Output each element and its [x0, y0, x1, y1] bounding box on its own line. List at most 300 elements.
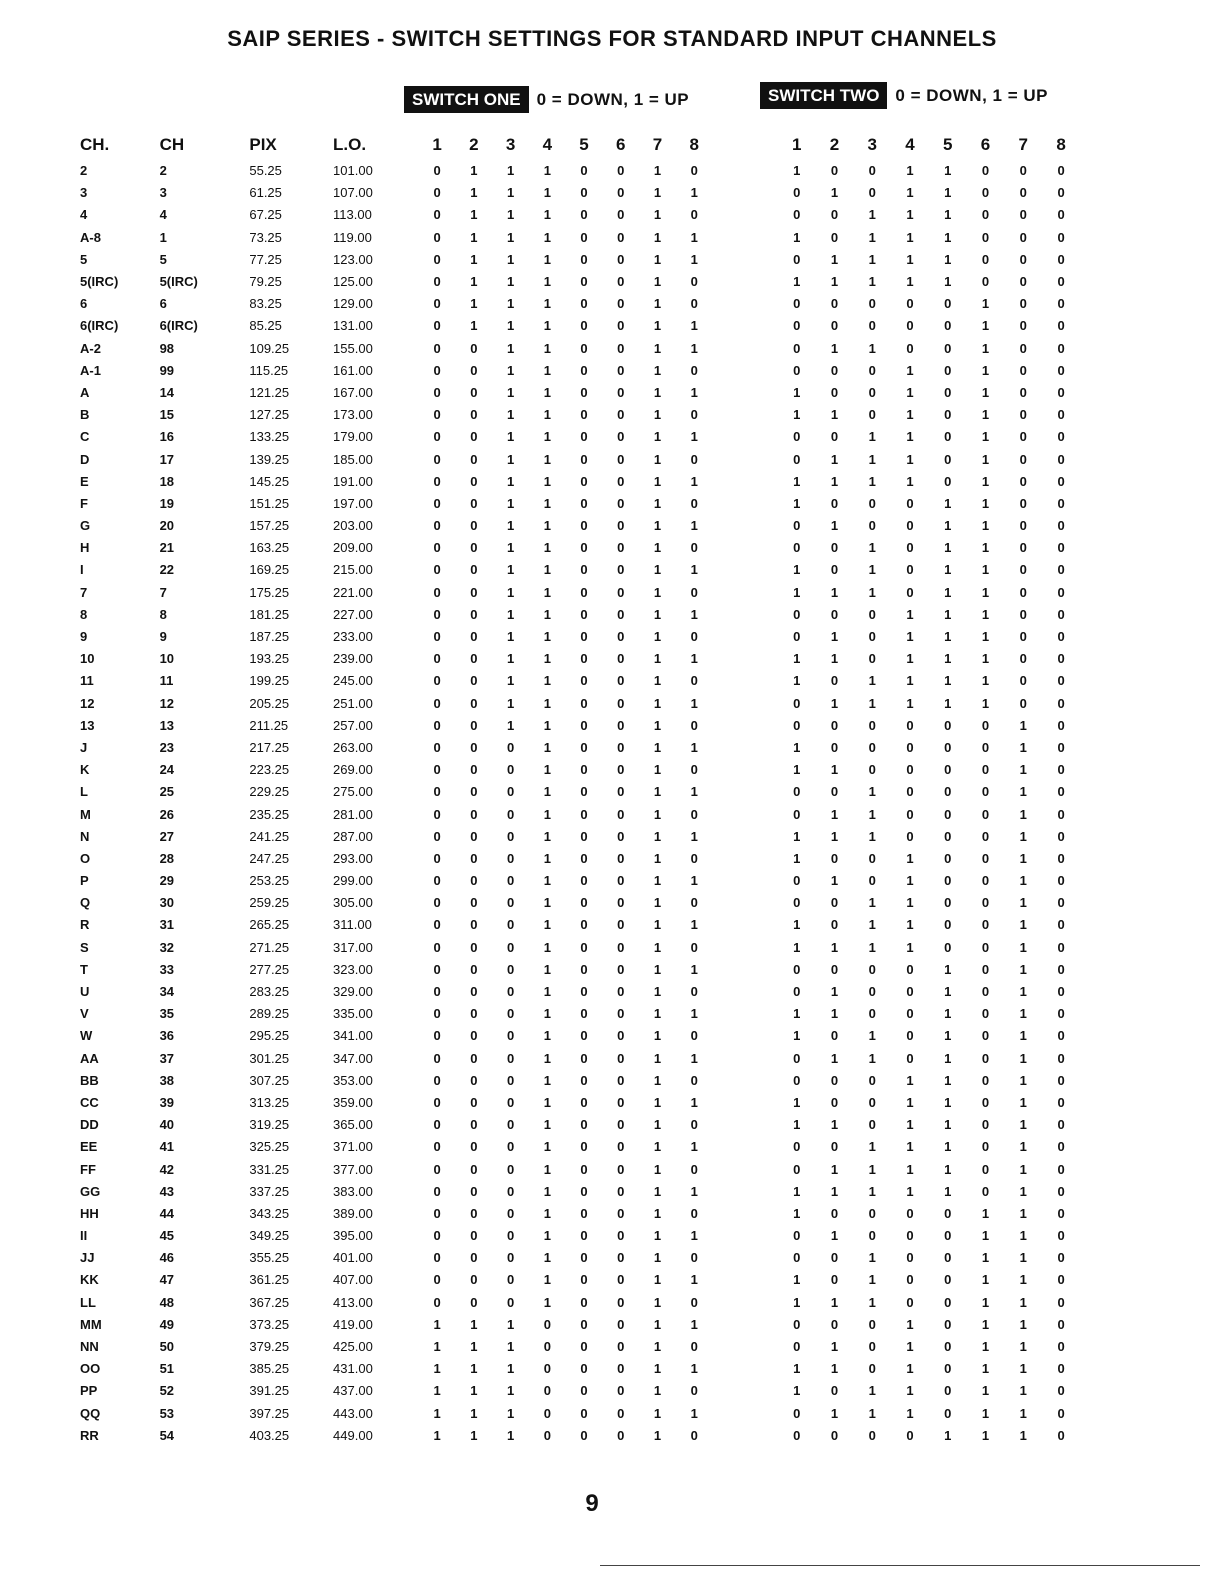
switch-one-bit: 0 [580, 1072, 588, 1088]
switch-one-bit: 0 [470, 451, 478, 467]
table-row [80, 382, 1080, 404]
column-gap [713, 315, 778, 337]
switch-two-bit: 1 [981, 1294, 990, 1310]
switch-one-bit: 0 [617, 873, 625, 889]
table-row [80, 981, 1080, 1003]
switch-one-bit: 0 [617, 274, 625, 290]
switch-two-bit: 0 [981, 185, 990, 201]
table-row [80, 870, 1080, 892]
switch-two-bit: 1 [1019, 1028, 1027, 1044]
channel-cell: II [80, 1228, 88, 1244]
switch-two-bit: 0 [830, 1139, 839, 1155]
cable-channel-cell: 51 [159, 1361, 175, 1377]
switch-two-bit: 1 [906, 1361, 914, 1377]
switch-two-bit: 0 [1057, 384, 1065, 400]
switch-one-bit: 0 [617, 207, 625, 223]
switch-two-bit: 1 [944, 163, 952, 179]
lo-cell: 317.00 [333, 939, 373, 955]
switch-two-bit: 0 [793, 806, 801, 822]
switch-two-bit: 1 [793, 229, 801, 245]
column-gap [713, 404, 778, 426]
switch-two-bit: 0 [793, 340, 801, 356]
switch-two-bit: 0 [1019, 606, 1027, 622]
switch-one-bit: 1 [506, 318, 515, 334]
table-row [80, 426, 1080, 448]
switch-two-bit: 0 [944, 407, 952, 423]
pix-cell: 277.25 [249, 961, 290, 977]
switch-two-bit: 0 [1057, 1139, 1065, 1155]
column-gap [713, 670, 778, 692]
switch-one-bit: 1 [506, 1361, 515, 1377]
switch-two-bit: 1 [944, 1427, 952, 1443]
switch-one-bit: 0 [470, 606, 478, 622]
switch-two-bit: 0 [906, 1205, 914, 1221]
switch-two-bit: 0 [868, 1117, 876, 1133]
switch-two-bit: 1 [868, 1161, 876, 1177]
column-gap [713, 1358, 778, 1380]
switch-one-bit: 0 [617, 251, 625, 267]
switch-two-bit: 0 [1057, 1316, 1065, 1332]
switch-two-bit: 0 [906, 1427, 914, 1443]
switch-two-bit: 1 [830, 185, 839, 201]
pix-cell: 181.25 [249, 606, 290, 622]
table-row [80, 537, 1080, 559]
pix-cell: 367.25 [249, 1294, 290, 1310]
lo-cell: 329.00 [333, 984, 373, 1000]
switch-one-bit: 1 [543, 1250, 551, 1266]
switch-one-bit: 0 [506, 1272, 515, 1288]
switch-one-bit: 1 [690, 1094, 698, 1110]
switch-one-bit: 0 [433, 584, 441, 600]
switch-one-bit: 0 [506, 984, 515, 1000]
switch-one-bit: 0 [690, 274, 698, 290]
switch-two-bit: 1 [944, 1183, 952, 1199]
switch-two-bit: 1 [906, 1094, 914, 1110]
switch-one-bit: 1 [690, 1228, 698, 1244]
switch-two-bit: 0 [906, 806, 914, 822]
switch-one-bit: 0 [580, 362, 588, 378]
switch-two-bit: 0 [944, 828, 952, 844]
channel-cell: NN [80, 1339, 99, 1355]
switch-one-bit: 0 [690, 1383, 698, 1399]
switch-one-bit: 0 [433, 229, 441, 245]
switch-two-bit: 1 [868, 229, 876, 245]
column-gap [713, 981, 778, 1003]
cable-channel-cell: 17 [159, 451, 175, 467]
pix-cell: 337.25 [249, 1183, 290, 1199]
pix-cell: 163.25 [249, 540, 290, 556]
switch-two-bit: 0 [793, 984, 801, 1000]
lo-cell: 389.00 [333, 1205, 373, 1221]
switch-one-bit: 0 [506, 1139, 515, 1155]
switch-two-bit: 0 [1057, 429, 1065, 445]
switch-two-bit: 1 [1019, 917, 1027, 933]
table-row [80, 781, 1080, 803]
channel-cell: 2 [80, 163, 88, 179]
switch-one-bit: 0 [617, 451, 625, 467]
switch-one-bit: 0 [580, 495, 588, 511]
switch-two-bit: 0 [1019, 429, 1027, 445]
switch-one-bit: 0 [690, 1339, 698, 1355]
column-gap [713, 293, 778, 315]
switch-two-bit: 0 [1057, 274, 1065, 290]
switch-two-bit: 0 [1019, 651, 1027, 667]
cable-channel-cell: 10 [159, 651, 175, 667]
switch-two-bit: 0 [944, 1228, 952, 1244]
switch-two-bit: 0 [1057, 251, 1065, 267]
switch-one-bit: 1 [690, 695, 698, 711]
table-row [80, 1314, 1080, 1336]
switch-two-bit: 0 [1019, 362, 1027, 378]
switch-two-bit: 0 [1057, 762, 1065, 778]
switch-two-bit: 1 [944, 651, 952, 667]
switch-two-bit: 1 [944, 673, 952, 689]
cable-channel-cell: 50 [159, 1339, 175, 1355]
switch-two-bit: 0 [906, 518, 914, 534]
switch-one-bit: 1 [470, 296, 478, 312]
sw1-bit-header: 4 [542, 135, 553, 154]
channel-cell: D [80, 451, 90, 467]
switch-one-bit: 0 [470, 540, 478, 556]
switch-one-bit: 1 [653, 784, 662, 800]
switch-two-bit: 1 [793, 1183, 801, 1199]
switch-two-bit: 1 [906, 1339, 914, 1355]
switch-two-bit: 1 [981, 1405, 990, 1421]
switch-one-bit: 1 [543, 495, 551, 511]
lo-cell: 257.00 [333, 717, 373, 733]
cable-channel-cell: 3 [159, 185, 167, 201]
switch-one-bit: 0 [433, 1006, 441, 1022]
table-row [80, 1114, 1080, 1136]
column-gap [713, 515, 778, 537]
lo-cell: 413.00 [333, 1294, 373, 1310]
switch-one-bit: 0 [580, 296, 588, 312]
switch-one-bit: 0 [470, 1183, 478, 1199]
switch-one-bit: 0 [506, 806, 515, 822]
switch-one-bit: 0 [580, 651, 588, 667]
column-gap [713, 1269, 778, 1291]
switch-two-bit: 1 [906, 207, 914, 223]
switch-one-bit: 0 [433, 850, 441, 866]
switch-two-bit: 0 [793, 1072, 801, 1088]
switch-two-bit: 0 [944, 384, 952, 400]
switch-one-bit: 0 [580, 1294, 588, 1310]
switch-two-bit: 1 [830, 473, 839, 489]
switch-two-bit: 1 [906, 407, 914, 423]
switch-two-bit: 0 [1019, 584, 1027, 600]
switch-one-bit: 1 [543, 274, 551, 290]
switch-one-bit: 0 [580, 1383, 588, 1399]
switch-two-bit: 1 [981, 584, 990, 600]
switch-two-bit: 1 [1019, 1205, 1027, 1221]
switch-two-bit: 0 [868, 984, 876, 1000]
switch-one-bit: 0 [580, 540, 588, 556]
switch-one-bit: 0 [470, 629, 478, 645]
switch-one-bit: 1 [470, 1405, 478, 1421]
table-row [80, 1070, 1080, 1092]
column-gap [713, 1158, 778, 1180]
switch-two-bit: 1 [944, 540, 952, 556]
switch-two-bit: 1 [793, 384, 801, 400]
switch-two-bit: 0 [868, 495, 876, 511]
switch-one-bit: 1 [653, 1316, 662, 1332]
switch-two-bit: 0 [1057, 362, 1065, 378]
table-row [80, 471, 1080, 493]
column-gap [713, 1181, 778, 1203]
column-gap [713, 959, 778, 981]
switch-one-bit: 1 [433, 1427, 441, 1443]
switch-one-bit: 0 [433, 562, 441, 578]
switch-one-bit: 1 [543, 695, 551, 711]
lo-cell: 161.00 [333, 362, 373, 378]
lo-cell: 401.00 [333, 1250, 373, 1266]
switch-two-bit: 1 [830, 762, 839, 778]
column-gap [713, 648, 778, 670]
switch-one-bit: 0 [470, 917, 478, 933]
switch-two-bit: 1 [1019, 1161, 1027, 1177]
switch-two-bit: 1 [944, 274, 952, 290]
pix-cell: 385.25 [249, 1361, 290, 1377]
switch-one-bit: 1 [543, 762, 551, 778]
switch-one-bit: 1 [543, 673, 551, 689]
cable-channel-cell: 40 [159, 1117, 175, 1133]
switch-two-bit: 1 [906, 917, 914, 933]
pix-cell: 145.25 [249, 473, 290, 489]
table-row [80, 1048, 1080, 1070]
channel-cell: P [80, 873, 89, 889]
switch-one-bit: 1 [690, 318, 698, 334]
pix-cell: 193.25 [249, 651, 290, 667]
switch-one-bit: 0 [470, 828, 478, 844]
switch-one-bit: 1 [543, 562, 551, 578]
switch-two-bit: 0 [1057, 1050, 1065, 1066]
switch-two-bit: 1 [981, 651, 990, 667]
column-gap [713, 1425, 778, 1447]
switch-two-bit: 0 [830, 229, 839, 245]
cable-channel-cell: 13 [159, 717, 175, 733]
switch-two-bit: 0 [1057, 1117, 1065, 1133]
switch-one-bit: 1 [543, 451, 551, 467]
lo-cell: 107.00 [333, 185, 373, 201]
pix-cell: 283.25 [249, 984, 290, 1000]
switch-two-bit: 0 [830, 318, 839, 334]
switch-one-bit: 1 [543, 1272, 551, 1288]
switch-two-bit: 1 [830, 451, 839, 467]
switch-one-bit: 1 [543, 163, 551, 179]
switch-two-bit: 1 [868, 251, 876, 267]
pix-cell: 133.25 [249, 429, 290, 445]
channel-cell: A-8 [80, 229, 101, 245]
switch-two-bit: 0 [793, 1161, 801, 1177]
column-gap [713, 870, 778, 892]
switch-two-bit: 1 [830, 1405, 839, 1421]
switch-two-bit: 0 [906, 1228, 914, 1244]
switch-two-bit: 0 [981, 1050, 990, 1066]
switch-two-bit: 1 [868, 1050, 876, 1066]
switch-one-bit: 0 [580, 1117, 588, 1133]
switch-two-bit: 1 [1019, 1250, 1027, 1266]
switch-two-bit: 1 [793, 1294, 801, 1310]
switch-two-bit: 0 [1057, 673, 1065, 689]
switch-two-bit: 0 [793, 185, 801, 201]
switch-one-bit: 0 [433, 362, 441, 378]
switch-one-bit: 0 [617, 1339, 625, 1355]
switch-one-bit: 0 [543, 1316, 551, 1332]
cable-channel-cell: 25 [159, 784, 175, 800]
switch-one-bit: 0 [470, 1161, 478, 1177]
switch-one-bit: 0 [470, 1228, 478, 1244]
column-gap [713, 1114, 778, 1136]
switch-one-bit: 1 [543, 296, 551, 312]
switch-two-bit: 0 [981, 850, 990, 866]
pix-cell: 115.25 [249, 362, 289, 378]
switch-two-bit: 0 [944, 362, 952, 378]
switch-two-bit: 0 [1057, 451, 1065, 467]
switch-one-bit: 0 [470, 762, 478, 778]
switch-one-bit: 0 [690, 163, 698, 179]
switch-two-bit: 0 [868, 961, 876, 977]
switch-two-bit: 0 [944, 473, 952, 489]
switch-one-bit: 1 [653, 540, 662, 556]
switch-two-bit: 1 [944, 984, 952, 1000]
cable-channel-cell: 5(IRC) [159, 274, 198, 290]
switch-one-bit: 0 [690, 806, 698, 822]
switch-one-bit: 0 [433, 274, 441, 290]
switch-one-bit: 1 [690, 1405, 698, 1421]
table-row [80, 1403, 1080, 1425]
switch-one-bit: 1 [653, 1361, 662, 1377]
switch-settings-table [80, 126, 1080, 1447]
switch-one-bit: 1 [653, 1228, 662, 1244]
switch-one-bit: 0 [690, 362, 698, 378]
cable-channel-cell: 7 [159, 584, 167, 600]
switch-two-bit: 1 [981, 1205, 990, 1221]
switch-one-bit: 0 [580, 961, 588, 977]
switch-one-bit: 0 [580, 1139, 588, 1155]
switch-one-bit: 0 [433, 895, 441, 911]
switch-one-bit: 0 [617, 562, 625, 578]
switch-two-bit: 0 [1057, 562, 1065, 578]
sw1-bit-header: 1 [432, 135, 442, 154]
pix-cell: 373.25 [249, 1316, 290, 1332]
switch-two-bit: 0 [906, 318, 914, 334]
column-gap [713, 803, 778, 825]
switch-two-bit: 0 [830, 1272, 839, 1288]
switch-two-bit: 1 [944, 629, 952, 645]
switch-two-bit: 0 [830, 917, 839, 933]
switch-two-bit: 0 [830, 784, 839, 800]
switch-two-bit: 0 [944, 1339, 952, 1355]
switch-two-bit: 1 [981, 407, 990, 423]
switch-two-bit: 0 [830, 429, 839, 445]
switch-two-bit: 1 [981, 340, 990, 356]
channel-cell: S [80, 939, 89, 955]
switch-two-bit: 0 [944, 296, 952, 312]
switch-one-bit: 0 [470, 1294, 478, 1310]
switch-two-bit: 0 [1057, 207, 1065, 223]
cable-channel-cell: 15 [159, 407, 175, 423]
switch-one-bit: 1 [690, 229, 698, 245]
sw1-bit-header: 6 [616, 135, 626, 154]
switch-one-bit: 0 [470, 1205, 478, 1221]
switch-two-bit: 0 [981, 1183, 990, 1199]
switch-one-bit: 1 [653, 296, 662, 312]
switch-one-bit: 1 [690, 1316, 698, 1332]
switch-one-bit: 0 [433, 1161, 441, 1177]
page-number: 9 [585, 1490, 599, 1517]
switch-one-bit: 1 [543, 651, 551, 667]
channel-cell: I [80, 562, 84, 578]
switch-two-bit: 0 [1057, 1339, 1065, 1355]
switch-one-bit: 1 [506, 429, 515, 445]
switch-two-bit: 1 [944, 1161, 952, 1177]
switch-two-bit: 0 [1057, 1028, 1065, 1044]
cable-channel-cell: 14 [159, 384, 175, 400]
channel-cell: 11 [80, 673, 94, 689]
switch-one-bit: 0 [690, 984, 698, 1000]
pix-cell: 79.25 [249, 274, 282, 290]
switch-one-bit: 0 [617, 939, 625, 955]
switch-one-bit: 0 [617, 1405, 625, 1421]
switch-one-bit: 0 [506, 895, 515, 911]
switch-one-bit: 1 [506, 1405, 515, 1421]
cable-channel-cell: 1 [159, 229, 167, 245]
switch-two-bit: 1 [830, 407, 839, 423]
switch-two-bit: 1 [793, 1006, 801, 1022]
switch-one-bit: 0 [470, 384, 478, 400]
switch-one-bit: 0 [580, 274, 588, 290]
column-gap [713, 1403, 778, 1425]
table-row [80, 515, 1080, 537]
switch-two-bit: 0 [981, 806, 990, 822]
switch-two-bit: 0 [830, 1316, 839, 1332]
pix-cell: 313.25 [249, 1094, 290, 1110]
switch-one-bit: 1 [653, 939, 662, 955]
switch-two-bit: 0 [1057, 917, 1065, 933]
switch-two-bit: 1 [981, 1316, 990, 1332]
switch-one-bit: 0 [580, 695, 588, 711]
switch-two-bit: 0 [1057, 850, 1065, 866]
pix-cell: 265.25 [249, 917, 290, 933]
switch-one-bit: 0 [470, 939, 478, 955]
switch-two-bit: 1 [830, 1117, 839, 1133]
switch-two-bit: 0 [1057, 473, 1065, 489]
switch-two-bit: 1 [1019, 961, 1027, 977]
channel-cell: HH [80, 1205, 99, 1221]
switch-one-bit: 1 [506, 163, 515, 179]
cable-channel-cell: 46 [159, 1250, 175, 1266]
switch-two-bit: 1 [906, 274, 914, 290]
pix-cell: 271.25 [249, 939, 290, 955]
switch-two-bit: 0 [868, 318, 876, 334]
switch-two-bit: 1 [830, 1006, 839, 1022]
switch-one-bit: 0 [617, 163, 625, 179]
switch-one-bit: 0 [580, 562, 588, 578]
sw2-bit-header: 4 [905, 135, 915, 154]
switch-two-bit: 0 [1019, 562, 1027, 578]
sw2-bit-header: 8 [1056, 135, 1066, 154]
switch-two-bit: 0 [830, 1383, 839, 1399]
switch-two-bit: 0 [981, 1161, 990, 1177]
switch-two-bit: 0 [981, 895, 990, 911]
switch-two-bit: 0 [981, 961, 990, 977]
table-row [80, 1158, 1080, 1180]
switch-two-bit: 1 [944, 1072, 952, 1088]
switch-two-bit: 0 [1057, 1405, 1065, 1421]
switch-two-bit: 0 [830, 296, 839, 312]
switch-two-bit: 0 [1019, 540, 1027, 556]
switch-one-bit: 1 [543, 917, 551, 933]
